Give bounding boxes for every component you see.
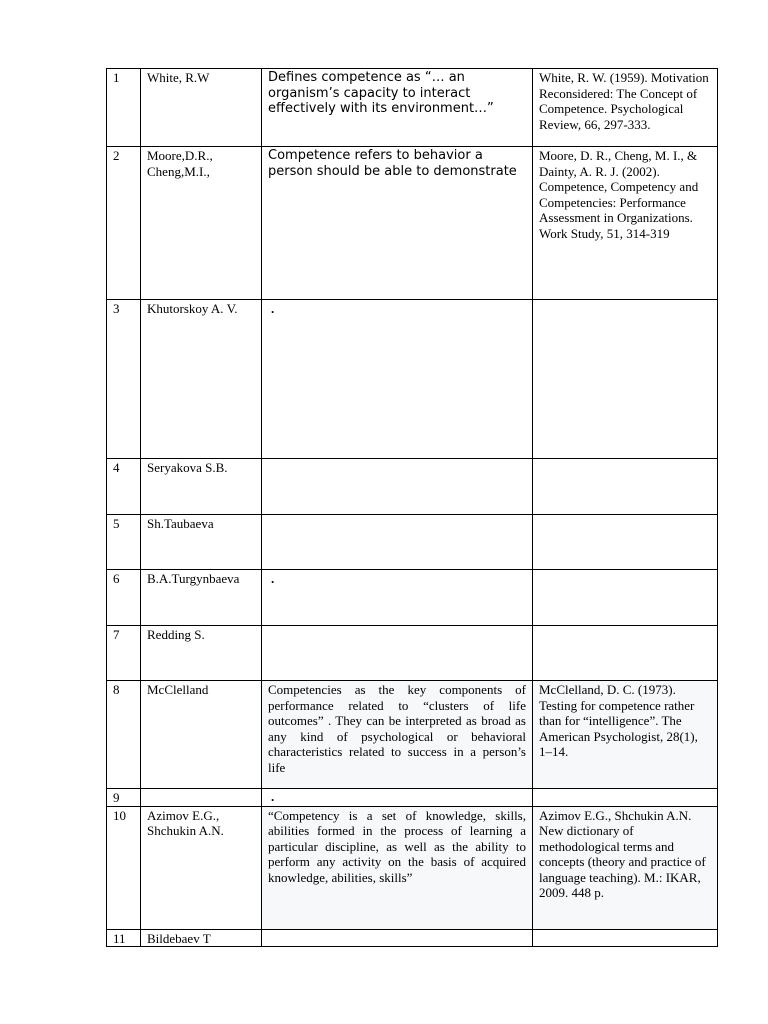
row-number: 9	[107, 789, 141, 807]
author-cell: Redding S.	[141, 626, 262, 681]
author-cell: Azimov E.G., Shchukin A.N.	[141, 806, 262, 929]
source-cell	[533, 300, 718, 459]
definition-cell	[262, 300, 533, 459]
author-cell: Khutorskoy A. V.	[141, 300, 262, 459]
definition-cell	[262, 626, 533, 681]
source-cell	[533, 789, 718, 807]
table-row	[107, 570, 718, 626]
definition-cell: Competencies as the key components of performance related to “clusters of life outcomes” . They can be interpreted as broad as any kind of psychological or behavioral characteristics related to success in a person’s life	[262, 681, 533, 789]
author-cell: B.A.Turgynbaeva	[141, 570, 262, 626]
author-cell: Seryakova S.B.	[141, 459, 262, 515]
source-cell	[533, 570, 718, 626]
source-cell: Azimov E.G., Shchukin A.N. New dictionary of methodological terms and concepts (theory and practice of language teaching). M.: IKAR, 2009. 448 p.	[533, 806, 718, 929]
author-cell: Bildebaev T	[141, 929, 262, 947]
row-number: 1	[107, 69, 141, 147]
author-cell: White, R.W	[141, 69, 262, 147]
row-number: 8	[107, 681, 141, 789]
table-row	[107, 69, 718, 147]
table-row	[107, 459, 718, 515]
table-row	[107, 806, 718, 929]
row-number: 4	[107, 459, 141, 515]
definition-text: .	[271, 301, 275, 316]
source-cell	[533, 515, 718, 570]
row-number: 5	[107, 515, 141, 570]
author-cell: Sh.Taubaeva	[141, 515, 262, 570]
definition-cell	[262, 515, 533, 570]
row-number: 11	[107, 929, 141, 947]
table-row	[107, 681, 718, 789]
source-cell: White, R. W. (1959). Motivation Reconsidered: The Concept of Competence. Psychological Review, 66, 297-333.	[533, 69, 718, 147]
author-cell: McClelland	[141, 681, 262, 789]
table-row	[107, 626, 718, 681]
definition-cell	[262, 789, 533, 807]
table-row	[107, 147, 718, 300]
source-cell	[533, 626, 718, 681]
source-cell: McClelland, D. C. (1973). Testing for competence rather than for “intelligence”. The American Psychologist, 28(1), 1–14.	[533, 681, 718, 789]
table-row	[107, 300, 718, 459]
row-number: 10	[107, 806, 141, 929]
source-cell	[533, 929, 718, 947]
definition-text: .	[271, 789, 275, 804]
row-number: 6	[107, 570, 141, 626]
definition-text: .	[271, 571, 275, 586]
references-table	[106, 68, 718, 947]
definition-cell: Competence refers to behavior a person should be able to demonstrate	[262, 147, 533, 300]
table-row	[107, 789, 718, 807]
definition-cell	[262, 570, 533, 626]
source-cell: Moore, D. R., Cheng, M. I., & Dainty, A. R. J. (2002). Competence, Competency and Competencies: Performance Assessment in Organizations. Work Study, 51, 314-319	[533, 147, 718, 300]
row-number: 7	[107, 626, 141, 681]
table-row	[107, 929, 718, 947]
definition-cell	[262, 459, 533, 515]
row-number: 3	[107, 300, 141, 459]
author-cell: Moore,D.R., Cheng,M.I.,	[141, 147, 262, 300]
row-number: 2	[107, 147, 141, 300]
definition-cell	[262, 929, 533, 947]
definition-cell: “Competency is a set of knowledge, skills, abilities formed in the process of learning a particular discipline, as well as the ability to perform any activity on the basis of acquired knowledge, abilities, skills”	[262, 806, 533, 929]
source-cell	[533, 459, 718, 515]
table-row	[107, 515, 718, 570]
definition-cell: Defines competence as “… an organism’s capacity to interact effectively with its environment…”	[262, 69, 533, 147]
author-cell	[141, 789, 262, 807]
